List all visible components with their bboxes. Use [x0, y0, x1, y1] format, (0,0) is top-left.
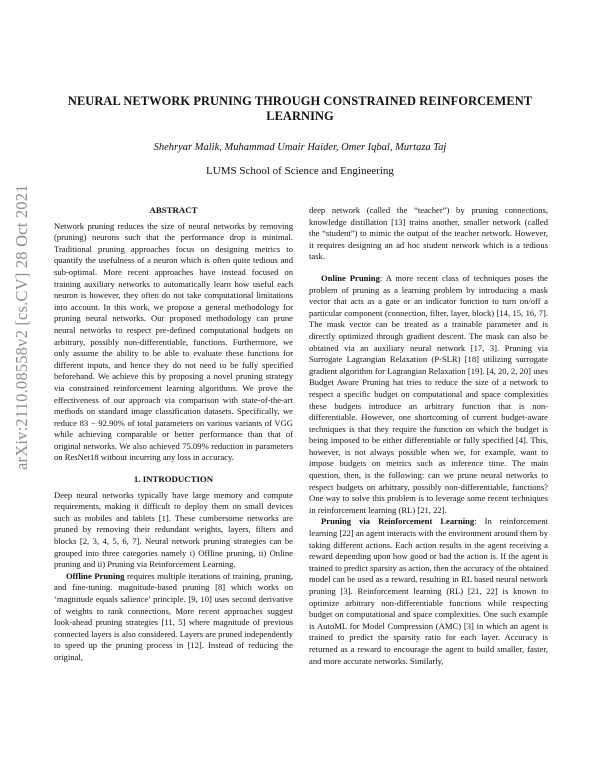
author-list: Shehryar Malik, Muhammad Umair Haider, Omer Iqbal, Murtaza Taj: [153, 142, 447, 153]
online-pruning-heading: Online Pruning: [321, 272, 380, 283]
offline-pruning-heading: Offline Pruning: [66, 570, 125, 581]
rl-pruning-heading: Pruning via Reinforcement Learning: [321, 516, 475, 527]
offline-pruning-paragraph: [54, 571, 293, 664]
affiliation: LUMS School of Science and Engineering: [206, 165, 394, 177]
rl-pruning-text: : In reinforcement learning [22] an agent interacts with the environment around them by taking different actions. Each action results in the agent receiving a reward depending upon how good or bad the action is. If the agent is trained to predict sparsity as action, then the accuracy of the obtained model can be used as a reward, resulting in RL based neural network pruning [3]. Reinforcement learning (RL) [21, 22] is known to optimize arbitrary non-differentiable functions while respecting budget on computational and space complexities. One such example is AutoML for Model Compression (AMC) [3] in which an agent is trained to predict the sparsity ratio for each layer. Accuracy is returned as a reward to encourage the agent to build smaller, faster, and more accurate networks. Similarly,: [309, 516, 548, 666]
introduction-heading: 1. INTRODUCTION: [133, 474, 214, 485]
abstract-heading: ABSTRACT: [149, 205, 198, 215]
intro-paragraph-1: Deep neural networks typically have large memory and compute requirements, making it difficult to deploy them on small devices such as mobiles and tablets [1]. These cumbersome networks are pruned by removing their redundant weights, layers, filters and blocks [2, 3, 4, 5, 6, 7]. Neural network pruning strategies can be grouped into three categories namely i) Offline pruning, ii) Online pruning and ii) Pruning via Reinforcement Learning.: [54, 489, 293, 570]
paper-title: NEURAL NETWORK PRUNING THROUGH CONSTRAINED REINFORCEMENT LEARNING: [67, 94, 533, 123]
offline-pruning-text: requires multiple iterations of training, pruning, and fine-tuning. magnitude-based pruning [8] which works on ‘magnitude equals salience’ principle. [9, 10] uses second derivative of weights to rank connections, More recent approaches suggest look-ahead pruning strategies [11, 5] where magnitude of previous connected layers is also considered. Layers are pruned independently to speed up the pruning process in [12]. Instead of reducing the original,: [54, 570, 293, 662]
online-pruning-text: : A more recent class of techniques poses the problem of pruning as a learning problem by introducing a mask vector that acts as a gate or an indicator function to turn on/off a particular component (connection, filter, layer, block) [14, 15, 16, 7]. The mask vector can be treated as a trainable parameter and is directly optimized through gradient descent. The mask can also be obtained via an auxiliary neural network [17, 3]. Pruning via Surrogate Lagrangian Relaxation (P-SLR) [18] utilizing surrogate gradient algorithm for Lagrangian Relaxation [19]. [4, 20, 2, 20] uses Budget Aware Pruning hat tries to reduce the size of a network to respect a specific budget on computational and space complexities these budgets introduce an arbitrary function that is non-differentiable. However, one shortcoming of current budget-aware techniques is that they require the function on which the budget is being imposed to be either differentiable or fully specified [4]. This, however, is not always possible when we, for example, want to impose budgets on metrics such as inference time. The main question, then, is the following: can we prune neural networks to respect budgets on arbitrary, possibly non-differentiable, functions? One way to solve this problem is to leverage some recent techniques in reinforcement learning (RL) [21, 22].: [309, 272, 548, 515]
right-column: [309, 205, 548, 667]
rl-pruning-paragraph: [309, 516, 548, 667]
left-column: [54, 205, 293, 664]
knowledge-distillation-paragraph: deep network (called the “teacher”) by pruning connections, knowledge distillation [13] trains another, smaller network (called the “student”) to mimic the output of the teacher network. However, it requires designing an ad hoc student network which is a tedious task.: [309, 205, 548, 262]
abstract-text: Network pruning reduces the size of neural networks by removing (pruning) neurons such that the performance drop is minimal. Traditional pruning approaches focus on designing metrics to quantify the usefulness of a neuron which is often quite tedious and sub-optimal. More recent approaches have instead focused on training auxiliary networks to automatically learn how useful each neuron is however, they often do not take computational limitations into account. In this work, we propose a general methodology for pruning neural networks. Our proposed methodology can prune neural networks to respect pre-defined computational budgets on arbitrary, possibly non-differentiable, functions. Furthermore, we only assume the ability to be able to evaluate these functions for different inputs, and hence they do not need to be fully specified beforehand. We achieve this by proposing a novel pruning strategy via constrained reinforcement learning algorithms. We prove the effectiveness of our approach via comparison with state-of-the-art methods on standard image classification datasets. Specifically, we reduce 83 − 92.90% of total parameters on various variants of VGG while achieving comparable or better performance than that of original networks. We also achieved 75.09% reduction in parameters on ResNet18 without incurring any loss in accuracy.: [54, 220, 293, 463]
arxiv-identifier: arXiv:2110.08558v2 [cs.CV] 28 Oct 2021: [12, 184, 31, 470]
online-pruning-paragraph: [309, 273, 548, 516]
